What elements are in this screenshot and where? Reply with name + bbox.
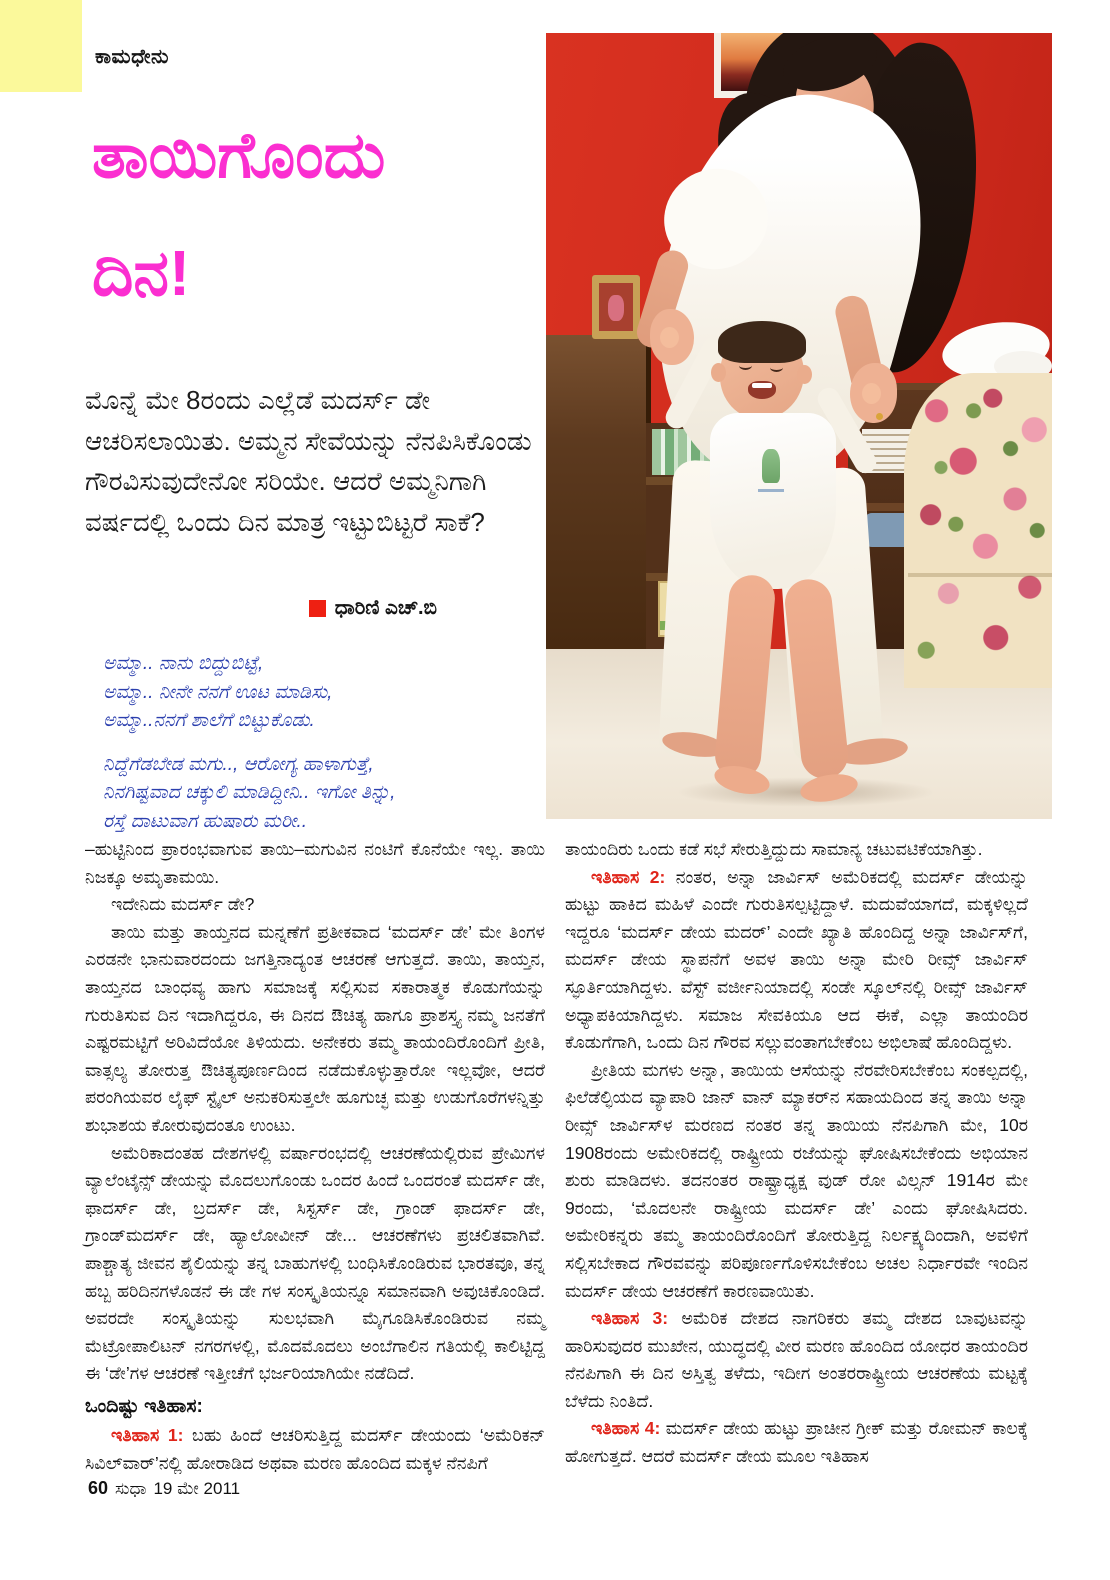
poem-line: ನಿದ್ದೆಗೆಡಬೇಡ ಮಗು.., ಆರೋಗ್ಯ ಹಾಳಾಗುತ್ತೆ, [103, 753, 374, 775]
byline-red-square-icon [309, 600, 326, 617]
baby-ear-left [711, 363, 726, 382]
history-label: ಇತಿಹಾಸ 4: [591, 1418, 666, 1439]
history-label: ಇತಿಹಾಸ 3: [591, 1308, 682, 1329]
article-paragraph: ಇತಿಹಾಸ 1: ಬಹು ಹಿಂದೆ ಆಚರಿಸುತ್ತಿದ್ದ ಮದರ್ಸ್ ಡೇಯಂದು ‘ಅಮೆರಿಕನ್ ಸಿವಿಲ್‌ವಾರ್’ನಲ್ಲಿ ಹೋರಾಡಿದ ಅಥವಾ ಮರಣ ಹೊಂದಿದ ಮಕ್ಕಳ ನೆನಪಿಗೆ [85, 1425, 545, 1474]
issue-date: 19 ಮೇ 2011 [153, 1479, 241, 1498]
article-paragraph: ಇದೇನಿದು ಮದರ್ಸ್ ಡೇ? [111, 894, 255, 915]
mother-ring [876, 413, 883, 420]
standfirst-paragraph: ಮೊನ್ನೆ ಮೇ 8ರಂದು ಎಲ್ಲೆಡೆ ಮದರ್ಸ್ ಡೇ ಆಚರಿಸಲಾಯಿತು. ಅಮ್ಮನ ಸೇವೆಯನ್ನು ನೆನಪಿಸಿಕೊಂಡು ಗೌರವಿಸುವುದೇನೋ ಸರಿಯೇ. ಆದರೆ ಅಮ್ಮನಿಗಾಗಿ ವರ್ಷದಲ್ಲಿ ಒಂದು ದಿನ ಮಾತ್ರ ಇಟ್ಟುಬಿಟ್ಟರೆ ಸಾಕೆ? [85, 385, 532, 537]
magazine-name: ಸುಧಾ [115, 1479, 147, 1498]
poem [103, 650, 543, 851]
article-title-line2: ದಿನ! [92, 237, 191, 309]
article-paragraph: ಅಮೆರಿಕಾದಂತಹ ದೇಶಗಳಲ್ಲಿ ವರ್ಷಾರಂಭದಲ್ಲಿ ಆಚರಣೆಯಲ್ಲಿರುವ ಪ್ರೇಮಿಗಳ ವ್ಯಾಲೆಂಟೈನ್ಸ್ ಡೇಯನ್ನು ಮೊದಲುಗೊಂಡು ಒಂದರ ಹಿಂದೆ ಒಂದರಂತೆ ಮದರ್ಸ್ ಡೇ, ಫಾದರ್ಸ್ ಡೇ, ಬ್ರದರ್ಸ್ ಡೇ, ಸಿಸ್ಟರ್ಸ್ ಡೇ, ಗ್ರಾಂಡ್ ಫಾದರ್ಸ್ ಡೇ, ಗ್ರಾಂಡ್‌ಮದರ್ಸ್ ಡೇ, ಹ್ಯಾಲೋವೀನ್ ಡೇ... ಆಚರಣೆಗಳು ಪ್ರಚಲಿತವಾಗಿವೆ. ಪಾಶ್ಚಾತ್ಯ ಜೀವನ ಶೈಲಿಯನ್ನು ತನ್ನ ಬಾಹುಗಳಲ್ಲಿ ಬಂಧಿಸಿಕೊಂಡಿರುವ ಭಾರತವೂ, ತನ್ನ ಹಬ್ಬ ಹರಿದಿನಗಳೊಡನೆ ಈ ಡೇ ಗಳ ಸಂಸ್ಕೃತಿಯನ್ನೂ ಸಮಾನವಾಗಿ ಅವುಚಿಕೊಂಡಿದೆ. ಅವರದೇ ಸಂಸ್ಕೃತಿಯನ್ನು ಸುಲಭವಾಗಿ ಮೈಗೂಡಿಸಿಕೊಂಡಿರುವ ನಮ್ಮ ಮೆಟ್ರೋಪಾಲಿಟನ್ ನಗರಗಳಲ್ಲಿ, ಮೊದಮೊದಲು ಅಂಬೆಗಾಲಿನ ಗತಿಯಲ್ಲಿ ಕಾಲಿಟ್ಟಿದ್ದ ಈ ‘ಡೇ’ಗಳ ಆಚರಣೆ ಇತ್ತೀಚೆಗೆ ಭರ್ಜರಿಯಾಗಿಯೇ ನಡೆದಿದೆ. [85, 1142, 545, 1384]
onesie-green-print [762, 449, 780, 483]
section-kicker: ಕಾಮಧೇನು [95, 46, 170, 68]
article-subhead: ಒಂದಿಷ್ಟು ಇತಿಹಾಸ: [85, 1395, 203, 1417]
byline-author: ಧಾರಿಣಿ ಎಚ್.ಬಿ [334, 597, 437, 619]
baby-hair [718, 321, 806, 363]
baby-hand-in-left-grip [660, 327, 679, 348]
poem-line: ರಸ್ತೆ ದಾಟುವಾಗ ಹುಷಾರು ಮರೀ.. [103, 810, 308, 832]
baby-eye-right [770, 363, 783, 372]
poem-line: ಅಮ್ಮಾ.. ನಾನು ಬಿದ್ದುಬಿಟ್ಟೆ, [103, 653, 264, 674]
article-paragraph: ತಾಯಿ ಮತ್ತು ತಾಯ್ತನದ ಮನ್ನಣೆಗೆ ಪ್ರತೀಕವಾದ ‘ಮದರ್ಸ್ ಡೇ’ ಮೇ ತಿಂಗಳ ಎರಡನೇ ಭಾನುವಾರದಂದು ಜಗತ್ತಿನಾದ್ಯಂತ ಆಚರಣೆ ಆಗುತ್ತದೆ. ತಾಯಿ, ತಾಯ್ತನ, ತಾಯ್ತನದ ಬಾಂಧವ್ಯ ಹಾಗು ಸಮಾಜಕ್ಕೆ ಸಲ್ಲಿಸುವ ಸಕಾರಾತ್ಮಕ ಕೊಡುಗೆಯನ್ನು ಗುರುತಿಸುವ ದಿನ ಇದಾಗಿದ್ದರೂ, ಈ ದಿನದ ಔಚಿತ್ಯ ಹಾಗೂ ಪ್ರಾಶಸ್ತ್ಯ ನಮ್ಮ ಜನತೆಗೆ ಎಷ್ಟರಮಟ್ಟಿಗೆ ಅರಿವಿದೆಯೋ ತಿಳಿಯದು. ಅನೇಕರು ತಮ್ಮ ತಾಯಂದಿರೊಂದಿಗೆ ಪ್ರೀತಿ, ವಾತ್ಸಲ್ಯ ತೋರುತ್ತ ಔಚಿತ್ಯಪೂರ್ಣದಿಂದ ನಡೆದುಕೊಳ್ಳುತ್ತಾರೋ ಇಲ್ಲವೋ, ಆದರೆ ಪರಂಗಿಯವರ ಲೈಫ್ ಸ್ಟೈಲ್ ಅನುಕರಿಸುತ್ತಲೇ ಹೂಗುಚ್ಛ ಮತ್ತು ಉಡುಗೊರೆಗಳನ್ನಿತ್ತು ಶುಭಾಶಯ ಕೋರುವುದಂತೂ ಉಂಟು. [85, 921, 545, 1135]
poem-line: ಅಮ್ಮಾ.. ನೀನೇ ನನಗೆ ಊಟ ಮಾಡಿಸು, [103, 681, 333, 703]
byline [85, 597, 437, 620]
poem-line: ಅಮ್ಮಾ..ನನಗೆ ಶಾಲೆಗೆ ಬಿಟ್ಟುಕೊಡು. [103, 710, 315, 731]
armchair-skirt-seam [908, 573, 1052, 577]
small-photo-frame-figure [608, 295, 624, 321]
article-paragraph: ಇತಿಹಾಸ 2: ನಂತರ, ಅನ್ನಾ ಜಾರ್ವಿಸ್ ಅಮೆರಿಕದಲ್ಲಿ ಮದರ್ಸ್ ಡೇಯನ್ನು ಹುಟ್ಟು ಹಾಕಿದ ಮಹಿಳೆ ಎಂದೇ ಗುರುತಿಸಲ್ಪಟ್ಟಿದ್ದಾಳೆ. ಮದುವೆಯಾಗದೆ, ಮಕ್ಕಳಿಲ್ಲದೆ ಇದ್ದರೂ ‘ಮದರ್ಸ್ ಡೇಯ ಮದರ್’ ಎಂದೇ ಖ್ಯಾತಿ ಹೊಂದಿದ್ದ ಅನ್ನಾ ಜಾರ್ವಿಸ್‌ಗೆ, ಮದರ್ಸ್ ಡೇಯ ಸ್ಥಾಪನೆಗೆ ಅವಳ ತಾಯಿ ಅನ್ನಾ ಮೇರಿ ರೀವ್ಸ್ ಜಾರ್ವಿಸ್ ಸ್ಫೂರ್ತಿಯಾಗಿದ್ದಳು. ವೆಸ್ಟ್ ವರ್ಜೀನಿಯಾದಲ್ಲಿ ಸಂಡೇ ಸ್ಕೂಲ್‌ನಲ್ಲಿ ರೀವ್ಸ್ ಜಾರ್ವಿಸ್ ಅಧ್ಯಾಪಕಿಯಾಗಿದ್ದಳು. ಸಮಾಜ ಸೇವಕಿಯೂ ಆದ ಈಕೆ, ಎಲ್ಲಾ ತಾಯಂದಿರ ಕೊಡುಗೆಗಾಗಿ, ಒಂದು ದಿನ ಗೌರವ ಸಲ್ಲುವಂತಾಗಬೇಕೆಂಬ ಅಭಿಲಾಷೆ ಹೊಂದಿದ್ದಳು. [565, 866, 1028, 1053]
baby-hand-in-right-grip [862, 383, 881, 404]
article-title-line1: ತಾಯಿಗೊಂದು [92, 119, 386, 191]
article-column-right [565, 836, 1028, 1471]
article-paragraph: ಇತಿಹಾಸ 3: ಅಮೆರಿಕ ದೇಶದ ನಾಗರಿಕರು ತಮ್ಮ ದೇಶದ ಬಾವುಟವನ್ನು ಹಾರಿಸುವುದರ ಮುಖೇನ, ಯುದ್ಧದಲ್ಲಿ ವೀರ ಮರಣ ಹೊಂದಿದ ಯೋಧರ ತಾಯಂದಿರ ನೆನಪಿಗಾಗಿ ಈ ದಿನ ಅಸ್ತಿತ್ವ ತಳೆದು, ಇದೀಗ ಅಂತರರಾಷ್ಟ್ರೀಯ ಆಚರಣೆಯ ಮಟ್ಟಕ್ಕೆ ಬೆಳೆದು ನಿಂತಿದೆ. [565, 1308, 1028, 1411]
baby-mouth-teeth [752, 383, 772, 388]
page-footer [88, 1478, 240, 1499]
article-column-left [85, 836, 545, 1478]
history-label: ಇತಿಹಾಸ 2: [591, 866, 676, 887]
wood-dresser [546, 335, 651, 685]
poem-line: ನಿನಗಿಷ್ಟವಾದ ಚಕ್ಕುಲಿ ಮಾಡಿದ್ದೀನಿ.. ಇಗೋ ತಿನ್ನು, [103, 782, 396, 803]
baby-onesie [710, 413, 836, 589]
baby-ear-right [797, 365, 812, 384]
article-paragraph: ಪ್ರೀತಿಯ ಮಗಳು ಅನ್ನಾ, ತಾಯಿಯ ಆಸೆಯನ್ನು ನೆರವೇರಿಸಬೇಕೆಂಬ ಸಂಕಲ್ಪದಲ್ಲಿ, ಫಿಲೆಡೆಲ್ಫಿಯದ ವ್ಯಾಪಾರಿ ಜಾನ್ ವಾನ್ ಮ್ಯಾಕರ್‌ನ ಸಹಾಯದಿಂದ ತನ್ನ ತಾಯಿ ಅನ್ನಾ ರೀವ್ಸ್ ಜಾರ್ವಿಸ್‌ಳ ಮರಣದ ನಂತರ ತನ್ನ ತಾಯಿಯ ನೆನಪಿಗಾಗಿ ಮೇ, 10ರ 1908ರಂದು ಅಮೇರಿಕದಲ್ಲಿ ರಾಷ್ಟ್ರೀಯ ರಜೆಯನ್ನು ಘೋಷಿಸಬೇಕೆಂದು ಅಭಿಯಾನ ಶುರು ಮಾಡಿದಳು. ತದನಂತರ ರಾಷ್ಟ್ರಾಧ್ಯಕ್ಷ ವುಡ್ ರೋ ವಿಲ್ಸನ್ 1914ರ ಮೇ 9ರಂದು, ‘ಮೊದಲನೇ ರಾಷ್ಟ್ರೀಯ ಮದರ್ಸ್ ಡೇ’ ಎಂದು ಘೋಷಿಸಿದರು. ಅಮೇರಿಕನ್ನರು ತಮ್ಮ ತಾಯಂದಿರೊಂದಿಗೆ ತೋರುತ್ತಿದ್ದ ನಿರ್ಲಕ್ಷ್ಯದಿಂದಾಗಿ, ಅವಳಿಗೆ ಸಲ್ಲಿಸಬೇಕಾದ ಗೌರವವನ್ನು ಪರಿಪೂರ್ಣಗೊಳಿಸಬೇಕೆಂಬ ಅಚಲ ನಿರ್ಧಾರವೇ ಇಂದಿನ ಮದರ್ಸ್ ಡೇಯ ಆಚರಣೆಗೆ ಕಾರಣವಾಯಿತು. [565, 1059, 1028, 1301]
mother-baby-photo [546, 33, 1052, 819]
poem-stanza-1 [103, 650, 543, 736]
page-number: 60 [88, 1478, 109, 1498]
article-paragraph: ತಾಯಂದಿರು ಒಂದು ಕಡೆ ಸಭೆ ಸೇರುತ್ತಿದ್ದುದು ಸಾಮಾನ್ಯ ಚಟುವಟಿಕೆಯಾಗಿತ್ತು. [565, 839, 983, 859]
onesie-print-text [758, 489, 784, 492]
corner-yellow-block [0, 0, 82, 92]
poem-stanza-2 [103, 751, 543, 837]
article-title [92, 96, 552, 332]
history-label: ಇತಿಹಾಸ 1: [111, 1425, 192, 1446]
article-paragraph: –ಹುಟ್ಟಿನಿಂದ ಪ್ರಾರಂಭವಾಗುವ ತಾಯಿ–ಮಗುವಿನ ನಂಟಿಗೆ ಕೊನೆಯೇ ಇಲ್ಲ. ತಾಯಿ ನಿಜಕ್ಕೂ ಅಮೃತಾಮಯಿ. [85, 839, 545, 887]
floral-armchair [904, 373, 1052, 688]
article-paragraph: ಇತಿಹಾಸ 4: ಮದರ್ಸ್ ಡೇಯ ಹುಟ್ಟು ಪ್ರಾಚೀನ ಗ್ರೀಕ್ ಮತ್ತು ರೋಮನ್ ಕಾಲಕ್ಕೆ ಹೋಗುತ್ತದೆ. ಆದರೆ ಮದರ್ಸ್ ಡೇಯ ಮೂಲ ಇತಿಹಾಸ [565, 1418, 1028, 1467]
baby-eye-left [739, 361, 752, 370]
